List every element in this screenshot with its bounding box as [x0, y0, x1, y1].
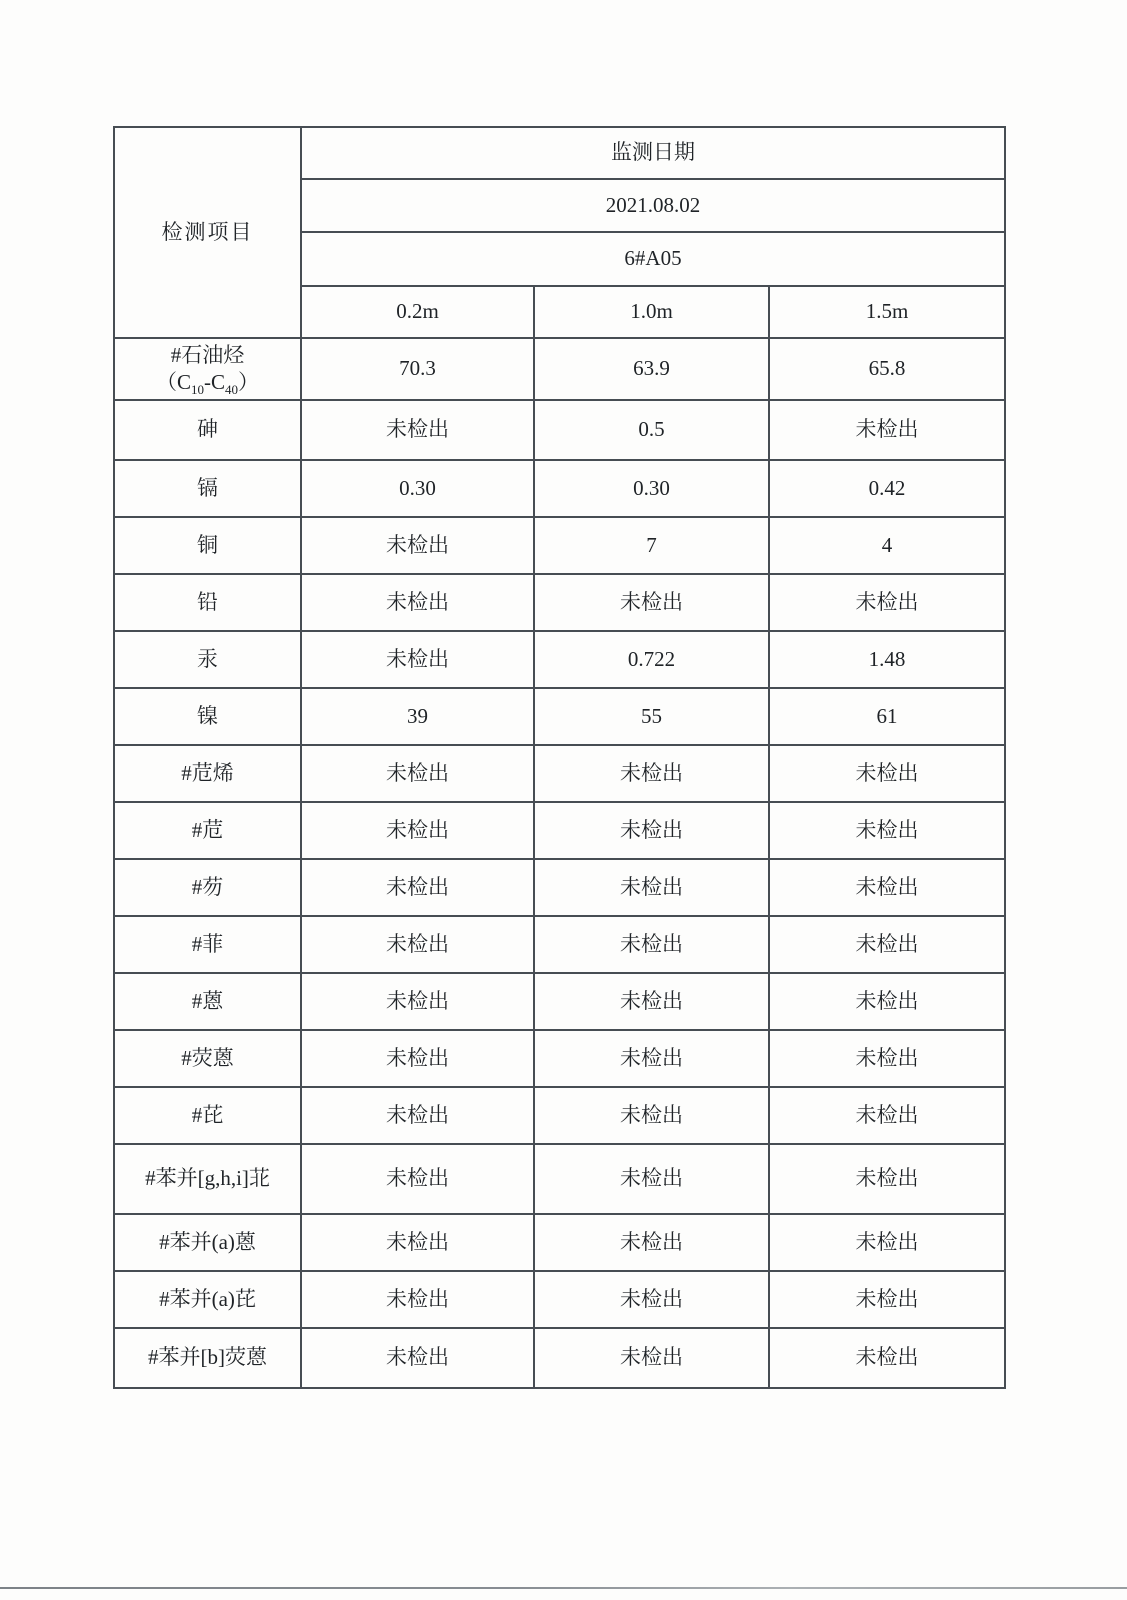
table-row [114, 802, 1005, 859]
result-value-cell: 未检出 [769, 1328, 1005, 1388]
table-row [114, 916, 1005, 973]
table-row [114, 338, 1005, 400]
result-value-cell: 未检出 [534, 973, 769, 1030]
result-value-cell: 4 [769, 517, 1005, 574]
table-row [114, 1271, 1005, 1328]
analyte-label-cell: #苯并[b]荧蒽 [114, 1328, 301, 1388]
result-value-cell: 未检出 [769, 1087, 1005, 1144]
analyte-label-cell: 汞 [114, 631, 301, 688]
test-items-header-cell: 检测项目 [114, 127, 301, 338]
result-value-cell: 63.9 [534, 338, 769, 400]
analyte-label-cell: 铅 [114, 574, 301, 631]
table-row [114, 745, 1005, 802]
table-row [114, 400, 1005, 460]
result-value-cell: 未检出 [534, 1214, 769, 1271]
result-value-cell: 0.30 [534, 460, 769, 517]
depth-header-0-2m: 0.2m [301, 286, 534, 338]
result-value-cell: 未检出 [534, 574, 769, 631]
result-value-cell: 未检出 [301, 1144, 534, 1214]
result-value-cell: 未检出 [534, 745, 769, 802]
result-value-cell: 未检出 [769, 1144, 1005, 1214]
page-edge-scan-line [0, 1587, 1127, 1589]
result-value-cell: 0.5 [534, 400, 769, 460]
result-value-cell: 未检出 [301, 916, 534, 973]
result-value-cell: 未检出 [301, 802, 534, 859]
result-value-cell: 39 [301, 688, 534, 745]
result-value-cell: 未检出 [769, 802, 1005, 859]
table-row [114, 973, 1005, 1030]
analyte-label-cell: 镉 [114, 460, 301, 517]
result-value-cell: 未检出 [534, 1144, 769, 1214]
table-row [114, 574, 1005, 631]
result-value-cell: 未检出 [301, 1030, 534, 1087]
table-row [114, 859, 1005, 916]
result-value-cell: 0.722 [534, 631, 769, 688]
analyte-label-cell: 砷 [114, 400, 301, 460]
analyte-label-cell: #菲 [114, 916, 301, 973]
analyte-label-cell: #石油烃 $(C_{10}-C_{40})$ [114, 338, 301, 400]
result-value-cell: 未检出 [301, 1271, 534, 1328]
result-value-cell: 未检出 [301, 574, 534, 631]
header-rows [114, 127, 1005, 338]
result-value-cell: 61 [769, 688, 1005, 745]
table-row [114, 631, 1005, 688]
analyte-label-cell: 镍 [114, 688, 301, 745]
analyte-label-cell: #苯并[g,h,i]苝 [114, 1144, 301, 1214]
result-value-cell: 70.3 [301, 338, 534, 400]
result-value-cell: 65.8 [769, 338, 1005, 400]
result-value-cell: 未检出 [534, 916, 769, 973]
result-value-cell: 未检出 [301, 745, 534, 802]
table-row [114, 517, 1005, 574]
result-value-cell: 未检出 [534, 1030, 769, 1087]
table-row [114, 460, 1005, 517]
analyte-label-cell: #苊 [114, 802, 301, 859]
date-value-cell: 2021.08.02 [301, 179, 1005, 232]
table-row [114, 688, 1005, 745]
result-value-cell: 未检出 [301, 517, 534, 574]
analyte-label-cell: 铜 [114, 517, 301, 574]
result-value-cell: 未检出 [301, 1087, 534, 1144]
analyte-label-cell: #芴 [114, 859, 301, 916]
result-value-cell: 未检出 [769, 400, 1005, 460]
result-value-cell: 未检出 [301, 1214, 534, 1271]
result-value-cell: 1.48 [769, 631, 1005, 688]
analyte-label-cell: #芘 [114, 1087, 301, 1144]
analyte-label-cell: #荧蒽 [114, 1030, 301, 1087]
result-value-cell: 未检出 [301, 400, 534, 460]
result-value-cell: 未检出 [769, 1271, 1005, 1328]
table-row [114, 1328, 1005, 1388]
analyte-label-cell: #苯并(a)芘 [114, 1271, 301, 1328]
result-value-cell: 7 [534, 517, 769, 574]
result-value-cell: 未检出 [301, 1328, 534, 1388]
sample-point-cell: 6#A05 [301, 232, 1005, 286]
data-rows [114, 338, 1005, 1388]
result-value-cell: 未检出 [769, 745, 1005, 802]
result-value-cell: 0.30 [301, 460, 534, 517]
result-value-cell: 未检出 [301, 973, 534, 1030]
header-row-date-label [114, 127, 1005, 179]
result-value-cell: 未检出 [769, 859, 1005, 916]
result-value-cell: 未检出 [769, 973, 1005, 1030]
analyte-label-cell: #蒽 [114, 973, 301, 1030]
result-value-cell: 未检出 [534, 1087, 769, 1144]
analyte-label-cell: #苯并(a)蒽 [114, 1214, 301, 1271]
result-value-cell: 0.42 [769, 460, 1005, 517]
result-value-cell: 未检出 [301, 631, 534, 688]
table-row [114, 1144, 1005, 1214]
result-value-cell: 未检出 [769, 574, 1005, 631]
result-value-cell: 未检出 [769, 1030, 1005, 1087]
monitoring-date-header-cell: 监测日期 [301, 127, 1005, 179]
depth-header-1-0m: 1.0m [534, 286, 769, 338]
table-row [114, 1030, 1005, 1087]
monitoring-report-table [113, 126, 1006, 1389]
result-value-cell: 未检出 [534, 1271, 769, 1328]
table-row [114, 1214, 1005, 1271]
table-row [114, 1087, 1005, 1144]
result-value-cell: 未检出 [534, 1328, 769, 1388]
result-value-cell: 未检出 [301, 859, 534, 916]
result-value-cell: 未检出 [769, 916, 1005, 973]
depth-header-1-5m: 1.5m [769, 286, 1005, 338]
analyte-label-cell: #苊烯 [114, 745, 301, 802]
result-value-cell: 未检出 [534, 802, 769, 859]
result-value-cell: 未检出 [534, 859, 769, 916]
result-value-cell: 55 [534, 688, 769, 745]
result-value-cell: 未检出 [769, 1214, 1005, 1271]
